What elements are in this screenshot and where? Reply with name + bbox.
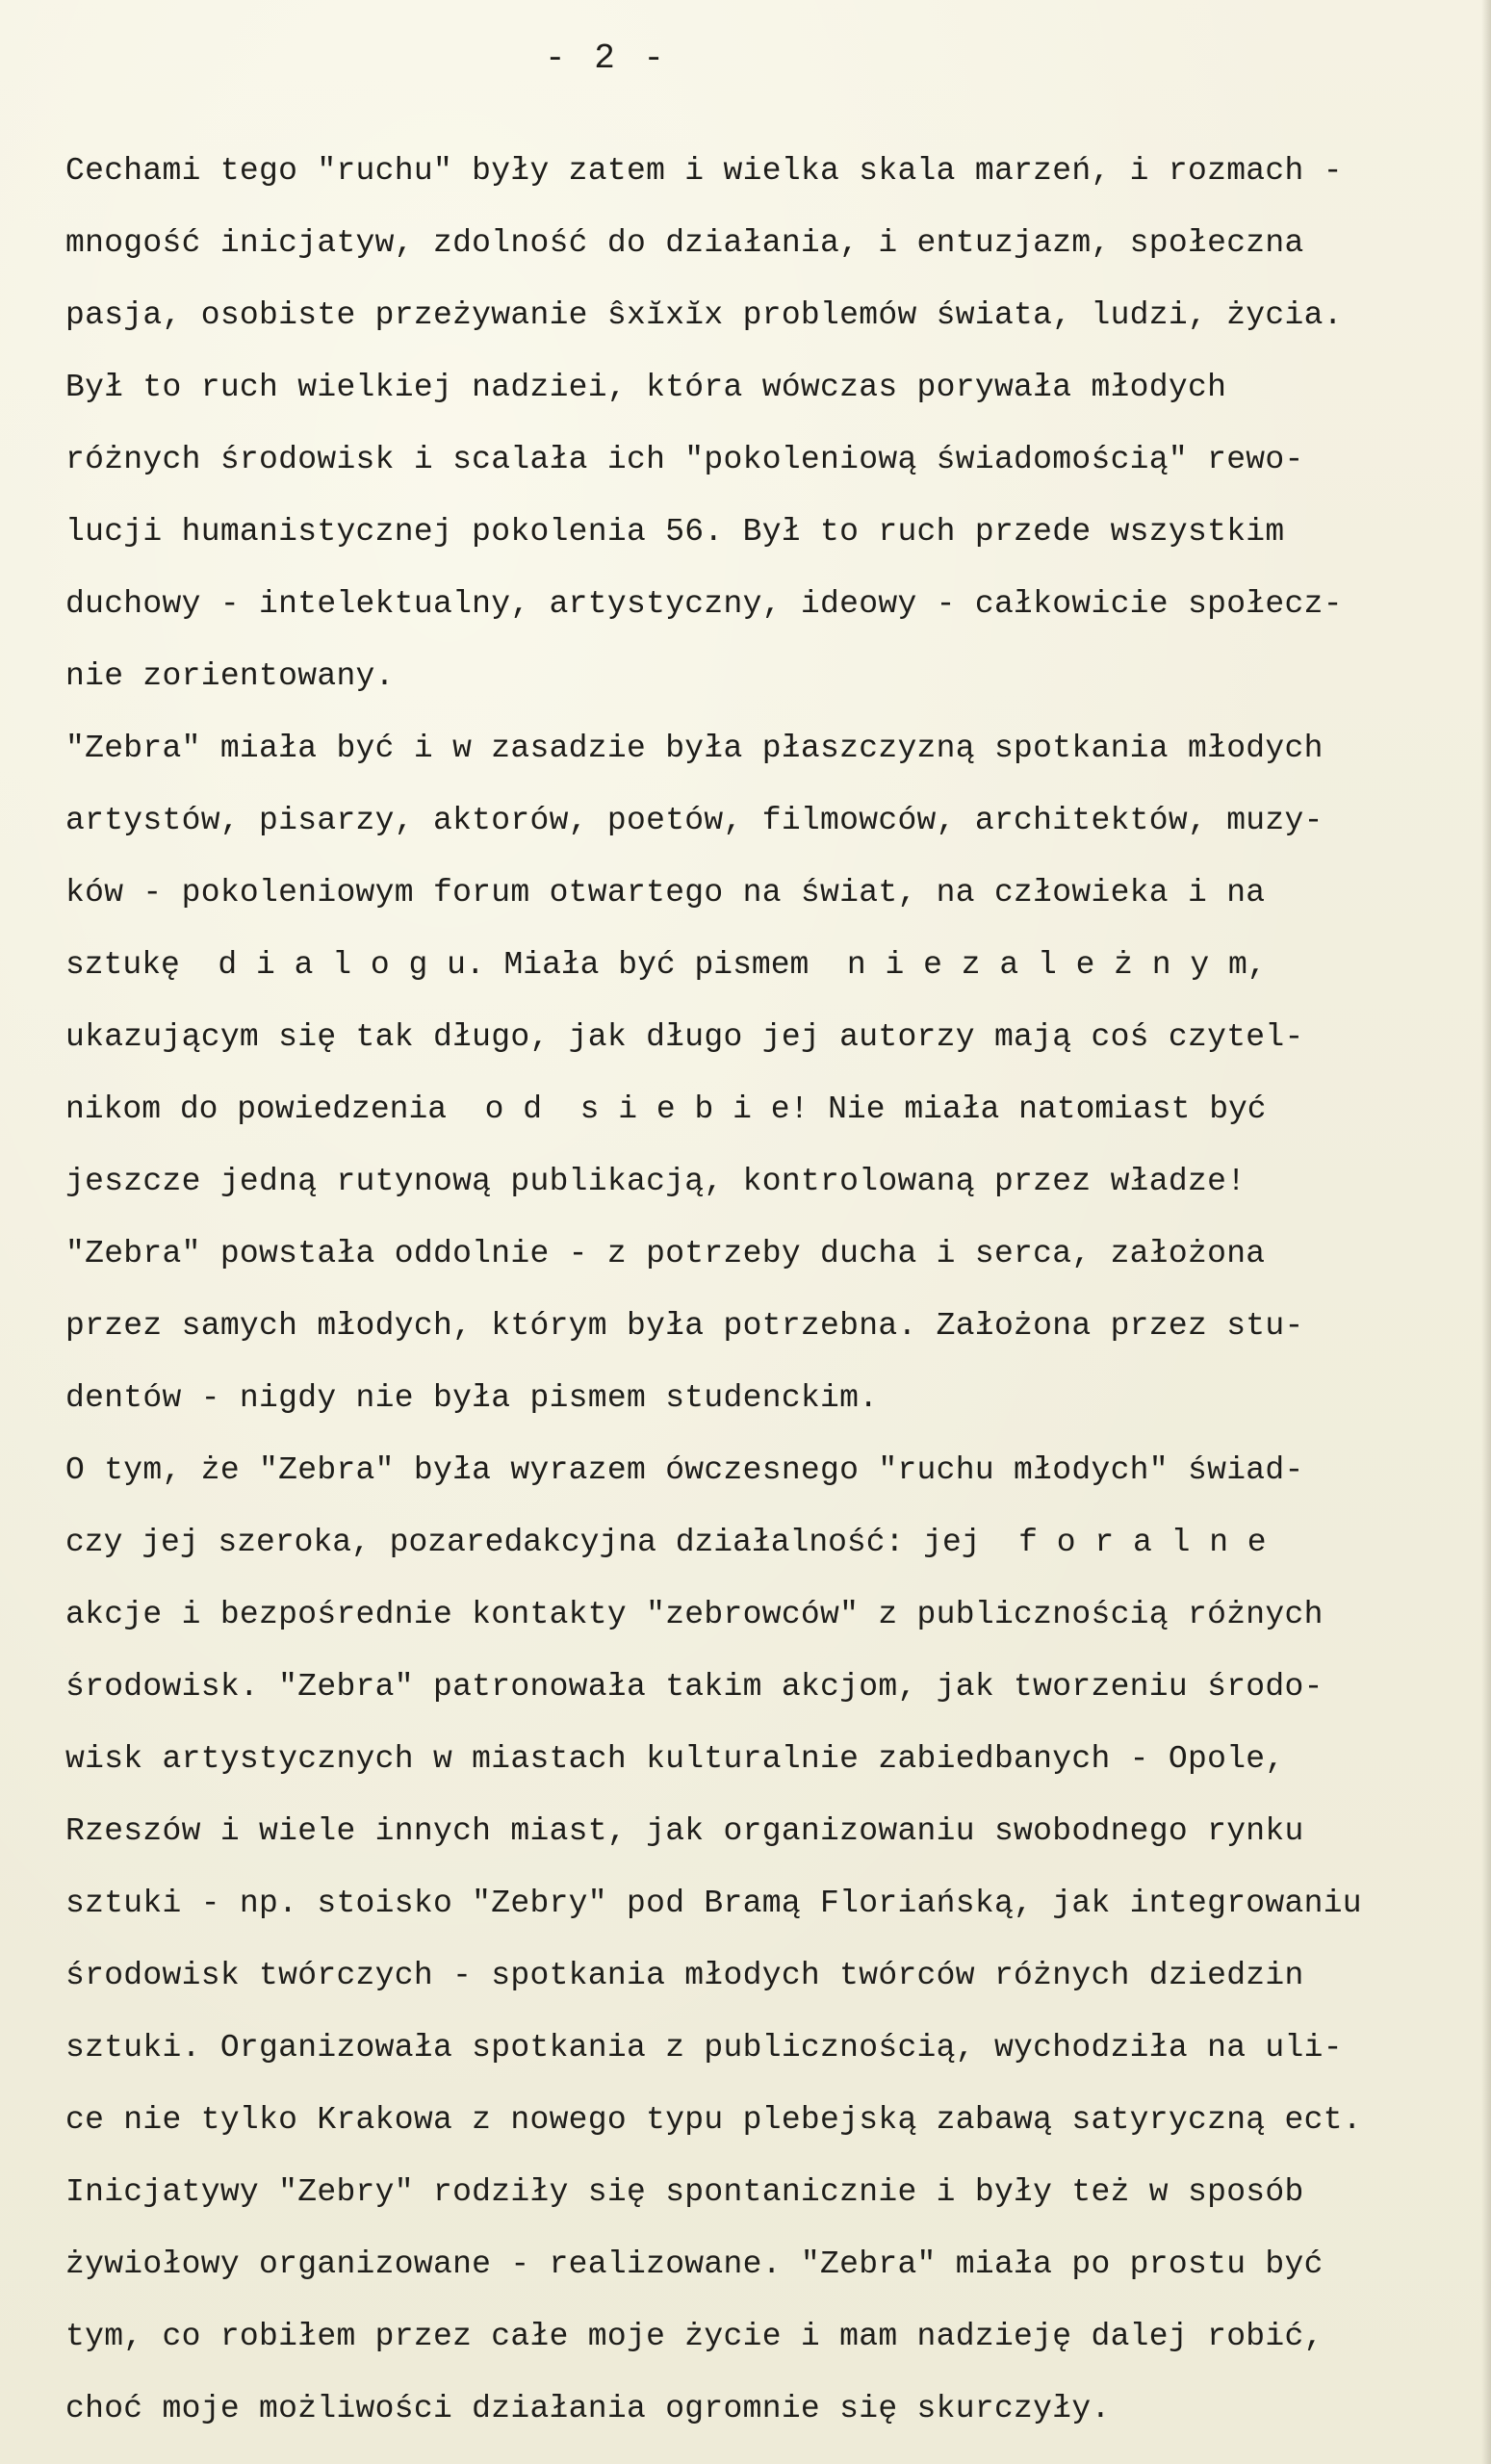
text-line: tym, co robiłem przez całe moje życie i mam nadzieję dalej robić,: [65, 2319, 1324, 2354]
text-line: O tym, że "Zebra" była wyrazem ówczesnego "ruchu młodych" świad-: [65, 1452, 1304, 1488]
page-number: - 2 -: [544, 38, 669, 78]
text-line: środowisk. "Zebra" patronowała takim akcjom, jak tworzeniu środo-: [65, 1669, 1324, 1705]
text-line: Inicjatywy "Zebry" rodziły się spontanicznie i były też w sposób: [65, 2174, 1304, 2210]
text-line: artystów, pisarzy, aktorów, poetów, filmowców, architektów, muzy-: [65, 803, 1324, 838]
text-line: duchowy - intelektualny, artystyczny, ideowy - całkowicie społecz-: [65, 586, 1343, 622]
text-line: "Zebra" powstała oddolnie - z potrzeby ducha i serca, założona: [65, 1236, 1266, 1271]
text-line: pasja, osobiste przeżywanie ŝxĭxĭx problemów świata, ludzi, życia.: [65, 297, 1343, 333]
text-line: "Zebra" miała być i w zasadzie była płaszczyzną spotkania młodych: [65, 731, 1324, 766]
typewritten-body: [65, 135, 1480, 2445]
text-line: Był to ruch wielkiej nadziei, która wówczas porywała młodych: [65, 370, 1227, 405]
text-line: sztuki. Organizowała spotkania z publicznością, wychodziła na uli-: [65, 2030, 1343, 2066]
text-line: przez samych młodych, którym była potrzebna. Założona przez stu-: [65, 1308, 1304, 1344]
text-line: nikom do powiedzenia o d s i e b i e! Nie miała natomiast być: [65, 1091, 1267, 1127]
text-line: sztukę d i a l o g u. Miała być pismem n i e z a l e ż n y m,: [65, 947, 1267, 983]
text-line: jeszcze jedną rutynową publikacją, kontrolowaną przez władze!: [65, 1164, 1247, 1199]
text-line: ków - pokoleniowym forum otwartego na świat, na człowieka i na: [65, 875, 1266, 911]
text-line: mnogość inicjatyw, zdolność do działania, i entuzjazm, społeczna: [65, 225, 1304, 261]
text-line: ukazującym się tak długo, jak długo jej autorzy mają coś czytel-: [65, 1019, 1304, 1055]
text-line: choć moje możliwości działania ogromnie się skurczyły.: [65, 2391, 1111, 2426]
text-line: czy jej szeroka, pozaredakcyjna działalność: jej f o r a l n e: [65, 1525, 1267, 1560]
text-line: dentów - nigdy nie była pismem studenckim.: [65, 1380, 879, 1416]
text-line: ce nie tylko Krakowa z nowego typu plebejską zabawą satyryczną ect.: [65, 2102, 1362, 2138]
text-line: lucji humanistycznej pokolenia 56. Był to ruch przede wszystkim: [65, 514, 1285, 550]
page-edge: [1481, 0, 1491, 2464]
text-line: różnych środowisk i scalała ich "pokoleniową świadomością" rewo-: [65, 442, 1304, 477]
text-line: akcje i bezpośrednie kontakty "zebrowców" z publicznością różnych: [65, 1597, 1324, 1632]
text-line: żywiołowy organizowane - realizowane. "Zebra" miała po prostu być: [65, 2246, 1324, 2282]
text-line: wisk artystycznych w miastach kulturalnie zabiedbanych - Opole,: [65, 1741, 1285, 1777]
text-line: nie zorientowany.: [65, 658, 395, 694]
text-line: środowisk twórczych - spotkania młodych twórców różnych dziedzin: [65, 1958, 1304, 1993]
text-line: Rzeszów i wiele innych miast, jak organizowaniu swobodnego rynku: [65, 1813, 1304, 1849]
text-line: Cechami tego "ruchu" były zatem i wielka skala marzeń, i rozmach -: [65, 153, 1343, 189]
text-line: sztuki - np. stoisko "Zebry" pod Bramą Floriańską, jak integrowaniu: [65, 1886, 1362, 1921]
